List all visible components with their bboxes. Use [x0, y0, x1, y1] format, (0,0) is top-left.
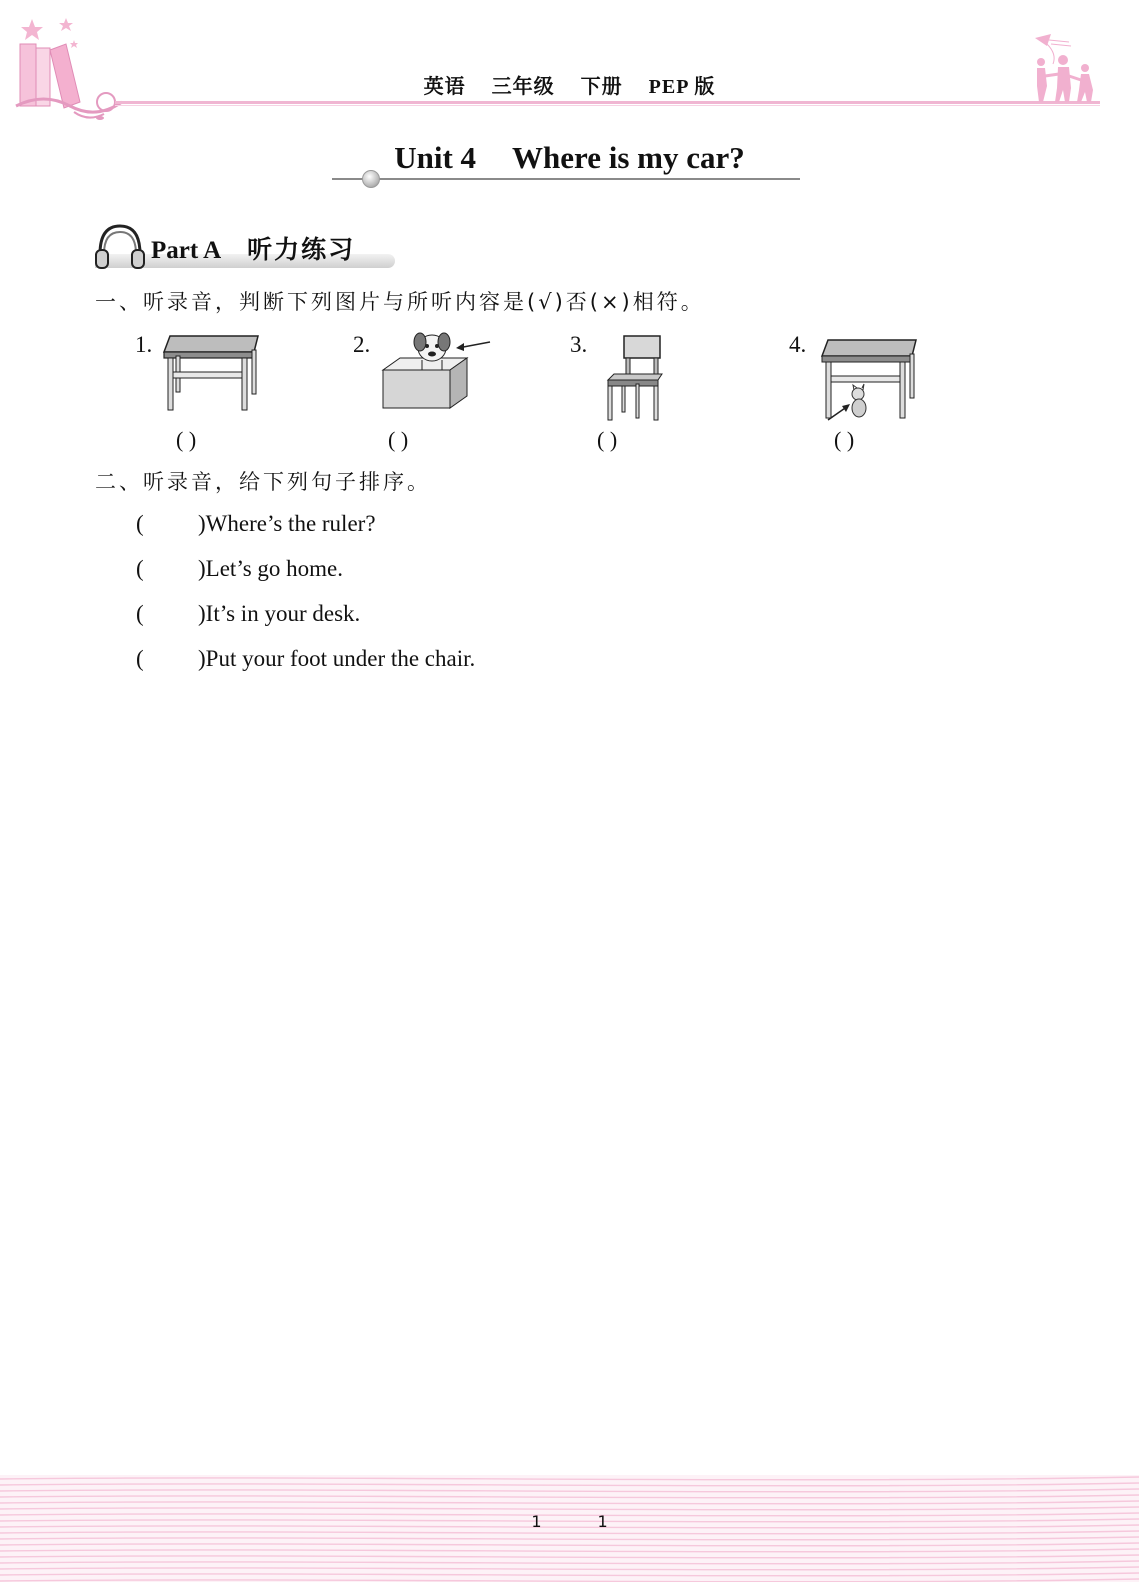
order-blank[interactable]: (: [136, 556, 144, 581]
header-rule: [115, 101, 1100, 104]
unit-number: Unit 4: [394, 140, 477, 175]
order-blank[interactable]: (: [136, 646, 144, 671]
order-blank-close: ): [198, 601, 206, 626]
dog-in-box-icon: [380, 330, 495, 412]
sentence-row: [136, 646, 475, 672]
item-number: 1.: [135, 332, 153, 357]
sentence-text: Put your foot under the chair.: [205, 646, 476, 671]
desk-icon: [162, 332, 262, 414]
header-volume: 下册: [580, 76, 623, 98]
page-number-left: 1: [531, 1512, 542, 1531]
page-number: [0, 1512, 1139, 1531]
answer-blank[interactable]: ( ): [597, 427, 618, 452]
title-bullet: [362, 170, 380, 188]
sentence-row: [136, 601, 360, 627]
header-title: [0, 70, 1139, 99]
chair-icon: [600, 334, 666, 424]
sentence-text: Where’s the ruler?: [205, 511, 376, 536]
header-grade: 三年级: [491, 76, 555, 98]
section2-instruction: 二、听录音，给下列句子排序。: [95, 470, 431, 494]
cat-under-desk-icon: [820, 336, 920, 422]
page-number-right: 1: [597, 1512, 608, 1531]
answer-blank[interactable]: ( ): [834, 427, 855, 452]
answer-blank[interactable]: ( ): [176, 427, 197, 452]
sentence-row: [136, 511, 376, 537]
kids-kite-decoration: [1025, 32, 1105, 108]
header-subject: 英语: [423, 76, 466, 98]
title-underline: [332, 178, 800, 180]
item-number: 2.: [353, 332, 371, 357]
item-number: 4.: [789, 332, 807, 357]
item-number: 3.: [570, 332, 588, 357]
part-heading: [151, 230, 355, 266]
order-blank[interactable]: (: [136, 601, 144, 626]
order-blank-close: ): [198, 556, 206, 581]
answer-blank[interactable]: ( ): [388, 427, 409, 452]
part-label: Part A: [151, 237, 222, 264]
sentence-text: It’s in your desk.: [205, 601, 361, 626]
order-blank[interactable]: (: [136, 511, 144, 536]
part-name: 听力练习: [247, 237, 356, 264]
headphone-icon: [94, 222, 146, 272]
section1-instruction: 一、听录音，判断下列图片与所听内容是(√)否(×)相符。: [95, 290, 705, 314]
header-edition: PEP 版: [648, 76, 716, 98]
unit-title: [0, 140, 1139, 176]
header-rule-thin: [115, 105, 1100, 106]
sentence-row: [136, 556, 343, 582]
order-blank-close: ): [198, 646, 206, 671]
order-blank-close: ): [198, 511, 206, 536]
sentence-text: Let’s go home.: [205, 556, 344, 581]
books-decoration: [14, 14, 126, 122]
unit-name: Where is my car?: [512, 140, 745, 175]
